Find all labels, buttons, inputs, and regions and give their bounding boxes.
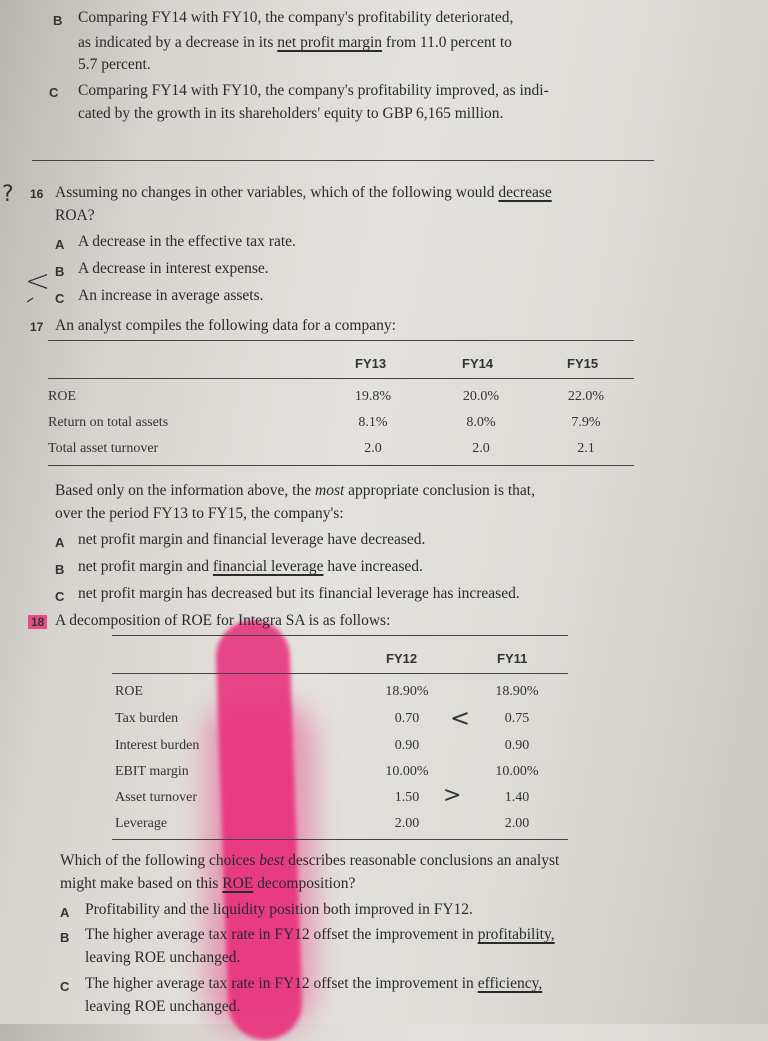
row-label: EBIT margin: [115, 764, 189, 779]
row-label: Return on total assets: [48, 415, 169, 430]
table-cell: 2.0: [364, 441, 382, 456]
option-letter: B: [55, 562, 65, 577]
option-letter: C: [49, 85, 59, 100]
option-letter: B: [53, 13, 63, 28]
table-cell: 2.00: [504, 816, 530, 831]
text-span: net profit margin and: [78, 558, 213, 575]
option-line: 5.7 percent.: [78, 56, 151, 73]
underlined-term: profitability,: [477, 926, 555, 943]
question-stem-line: ROA?: [55, 207, 95, 224]
text-span: might make based on this: [60, 875, 223, 892]
table-cell: 22.0%: [567, 389, 605, 404]
option-letter: C: [60, 979, 70, 994]
row-label: Total asset turnover: [48, 441, 159, 456]
comparison-mark-annotation: <: [450, 704, 471, 732]
row-label: Tax burden: [115, 711, 179, 726]
text-span: Which of the following choices: [60, 852, 260, 869]
table-cell: 7.9%: [571, 415, 601, 430]
column-header: FY14: [462, 356, 494, 371]
option-letter: A: [60, 905, 70, 920]
underlined-term: efficiency,: [477, 975, 543, 992]
option-letter: B: [55, 264, 65, 279]
table-cell: 20.0%: [462, 389, 500, 404]
option-text: A decrease in the effective tax rate.: [78, 233, 296, 250]
underlined-term: decrease: [498, 184, 552, 201]
text-span: The higher average tax rate in FY12 offset the improvement in: [85, 926, 478, 943]
table-cell: 18.90%: [385, 684, 429, 699]
row-label: ROE: [48, 389, 76, 404]
table-cell: 0.75: [504, 711, 530, 726]
option-letter: A: [55, 237, 65, 252]
row-label: ROE: [115, 684, 143, 699]
table-cell: 1.40: [504, 790, 530, 805]
option-text: A decrease in interest expense.: [78, 260, 269, 277]
underlined-term: net profit margin: [277, 34, 383, 51]
text-span: appropriate conclusion is that,: [344, 482, 535, 499]
table-cell: 1.50: [394, 790, 420, 805]
column-header: FY15: [567, 356, 599, 371]
option-letter: C: [55, 291, 65, 306]
text-span: describes reasonable conclusions an analyst: [284, 852, 560, 869]
option-line: Comparing FY14 with FY10, the company's profitability improved, as indi-: [78, 82, 549, 99]
table-cell: 2.00: [394, 816, 420, 831]
text-span: as indicated by a decrease in its: [78, 34, 278, 51]
table-cell: 2.1: [577, 441, 595, 456]
text-span: Assuming no changes in other variables, which of the following would: [55, 184, 499, 201]
table-cell: 2.0: [472, 441, 490, 456]
option-letter: C: [55, 589, 65, 604]
question-prompt: A decomposition of ROE for Integra SA is as follows:: [55, 612, 391, 629]
column-header: FY13: [355, 356, 387, 371]
option-text: Profitability and the liquidity position both improved in FY12.: [85, 901, 473, 918]
question-prompt: An analyst compiles the following data for a company:: [55, 317, 396, 334]
option-line: Comparing FY14 with FY10, the company's profitability deteriorated,: [78, 9, 514, 26]
ink-tick: [27, 298, 33, 302]
table-cell: 18.90%: [495, 684, 539, 699]
text-span: have increased.: [323, 558, 423, 575]
text-span: decomposition?: [253, 875, 356, 892]
option-text: net profit margin has decreased but its financial leverage has increased.: [78, 585, 520, 602]
table-cell: 10.00%: [495, 764, 539, 779]
text-span: The higher average tax rate in FY12 offset the improvement in: [85, 975, 478, 992]
question-mark-annotation: ?: [2, 182, 14, 207]
row-label: Asset turnover: [115, 790, 198, 805]
underlined-term: ROE: [222, 875, 254, 892]
option-text: An increase in average assets.: [78, 287, 264, 304]
table-cell: 0.90: [394, 738, 420, 753]
comparison-mark-annotation: >: [443, 783, 462, 808]
table-cell: 0.70: [394, 711, 420, 726]
emphasis: best: [259, 852, 285, 869]
table-cell: 19.8%: [354, 389, 392, 404]
text-span: from 11.0 percent to: [382, 34, 512, 51]
column-header: FY11: [497, 651, 528, 666]
question-stem-line: over the period FY13 to FY15, the company's:: [55, 505, 344, 522]
option-line: cated by the growth in its shareholders' equity to GBP 6,165 million.: [78, 105, 504, 122]
option-text: leaving ROE unchanged.: [85, 998, 241, 1015]
option-text: leaving ROE unchanged.: [85, 949, 241, 966]
emphasis: most: [315, 482, 345, 499]
table-cell: 0.90: [504, 738, 530, 753]
question-number: 17: [30, 320, 44, 334]
row-label: Leverage: [115, 816, 168, 831]
question-number: 16: [30, 187, 44, 201]
text-span: Based only on the information above, the: [55, 482, 315, 499]
answer-check-annotation: <: [25, 264, 51, 299]
column-header: FY12: [386, 651, 418, 666]
row-label: Interest burden: [115, 738, 200, 753]
option-letter: A: [55, 535, 65, 550]
option-letter: B: [60, 930, 70, 945]
table-cell: 8.1%: [358, 415, 388, 430]
table-cell: 8.0%: [466, 415, 496, 430]
option-text: net profit margin and financial leverage have decreased.: [78, 531, 426, 548]
underlined-term: financial leverage: [212, 558, 324, 575]
table-cell: 10.00%: [385, 764, 429, 779]
question-number-highlighted: 18: [28, 615, 47, 629]
